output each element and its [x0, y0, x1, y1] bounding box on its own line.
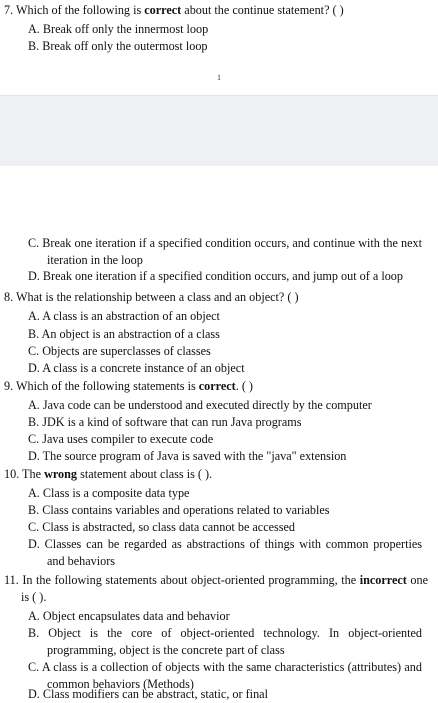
option-7d: D. Break one iteration if a specified condition occurs, and jump out of a loop: [28, 269, 403, 283]
document-page-1: [0, 0, 438, 95]
option-11c: C. A class is a collection of objects with the same characteristics (attributes) and common behaviors (Methods): [28, 660, 422, 691]
option-10c: C. Class is abstracted, so class data cannot be accessed: [28, 520, 296, 534]
question-11: 11. In the following statements about object-oriented programming, the incorrect one is ( ).: [4, 573, 428, 604]
page-number: 1: [217, 73, 221, 82]
option-9a: A. Java code can be understood and executed directly by the computer: [28, 398, 372, 412]
option-11b: B. Object is the core of object-oriented technology. In object-oriented programming, object is the concrete part of class: [28, 626, 422, 657]
option-8b: B. An object is an abstraction of a class: [28, 327, 220, 341]
option-7b: B. Break off only the outermost loop: [28, 39, 208, 53]
document-page-2: [0, 166, 438, 702]
option-9c: C. Java uses compiler to execute code: [28, 432, 214, 446]
option-11d: D. Class modifiers can be abstract, static, or final: [28, 687, 268, 701]
option-11a: A. Object encapsulates data and behavior: [28, 609, 230, 623]
option-7a: A. Break off only the innermost loop: [28, 22, 209, 36]
option-9d: D. The source program of Java is saved with the "java" extension: [28, 449, 347, 463]
page-break-gap: [0, 95, 438, 167]
option-9b: B. JDK is a kind of software that can run Java programs: [28, 415, 302, 429]
question-10: 10. The wrong statement about class is ( ).: [4, 467, 213, 481]
option-10a: A. Class is a composite data type: [28, 486, 190, 500]
option-10d: D. Classes can be regarded as abstractions of things with common properties and behaviors: [28, 537, 422, 568]
option-8a: A. A class is an abstraction of an object: [28, 309, 220, 323]
option-7c: C. Break one iteration if a specified condition occurs, and continue with the next iteration in the loop: [28, 236, 422, 267]
question-7: 7. Which of the following is correct about the continue statement? ( ): [4, 3, 344, 17]
option-10b: B. Class contains variables and operations related to variables: [28, 503, 330, 517]
option-8c: C. Objects are superclasses of classes: [28, 344, 211, 358]
option-8d: D. A class is a concrete instance of an object: [28, 361, 245, 375]
question-8: 8. What is the relationship between a class and an object? ( ): [4, 290, 299, 304]
question-9: 9. Which of the following statements is correct. ( ): [4, 379, 253, 393]
